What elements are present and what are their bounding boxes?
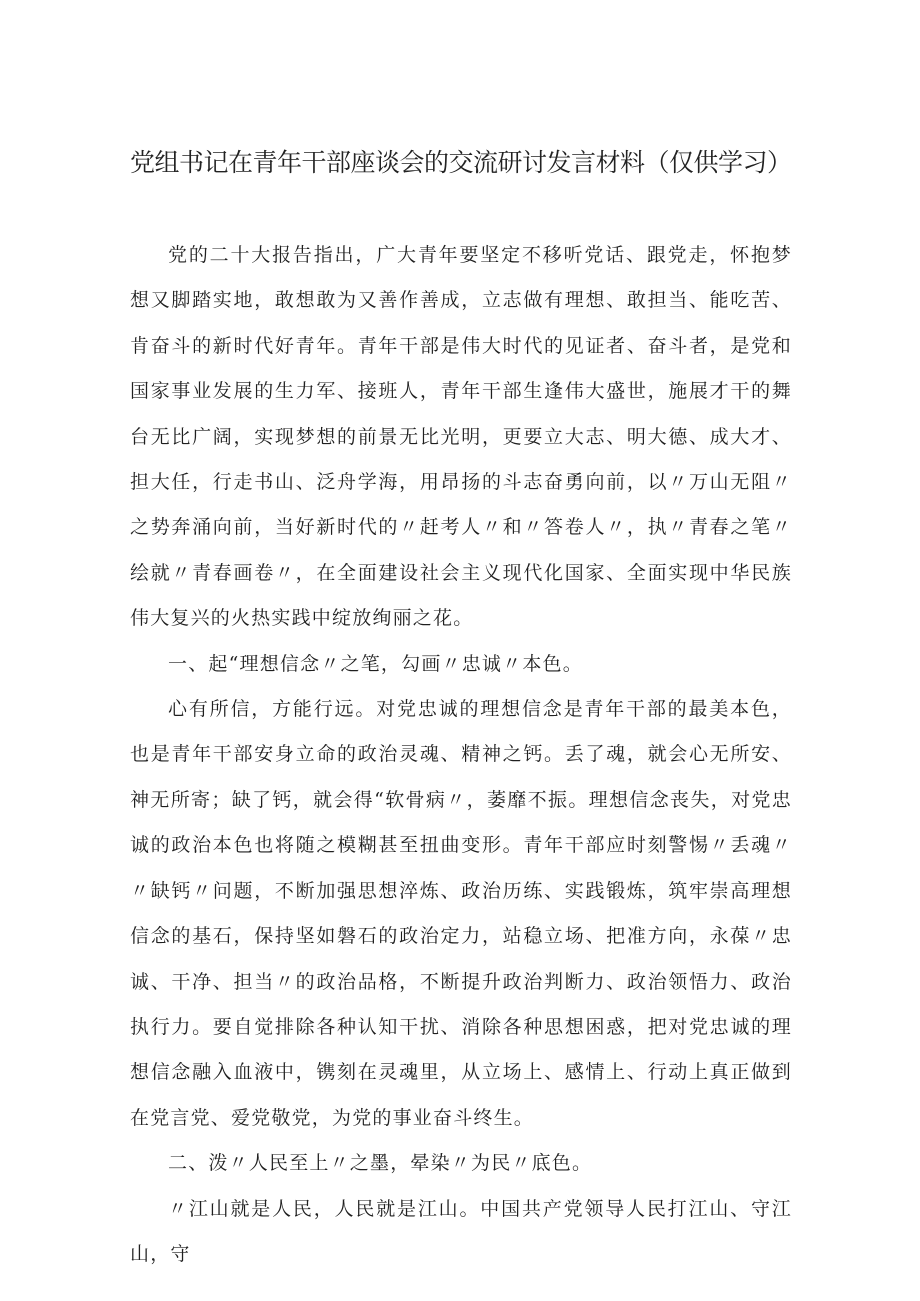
section-2-paragraph: 〃江山就是人民，人民就是江山。中国共产党领导人民打江山、守江山，守 [130, 1197, 792, 1265]
intro-paragraph: 党的二十大报告指出，广大青年要坚定不移听党话、跟党走，怀抱梦想又脚踏实地，敢想敢为又善作善成，立志做有理想、敢担当、能吃苦、肯奋斗的新时代好青年。青年干部是伟大时代的见证者、奋斗者，是党和国家事业发展的生力军、接班人，青年干部生逢伟大盛世，施展才干的舞台无比广阔，实现梦想的前景无比光明，更要立大志、明大德、成大才、担大任，行走书山、泛舟学海，用昂扬的斗志奋勇向前，以〃万山无阻〃之势奔涌向前，当好新时代的〃赶考人〃和〃答卷人〃，执〃青春之笔〃绘就〃青春画卷〃，在全面建设社会主义现代化国家、全面实现中华民族伟大复兴的火热实践中绽放绚丽之花。 [130, 244, 792, 630]
section-heading-2: 二、泼〃人民至上〃之墨，晕染〃为民〃底色。 [168, 1152, 593, 1175]
section-heading-1: 一、起“理想信念〃之笔，勾画〃忠诚〃本色。 [168, 652, 583, 675]
document-body [130, 233, 792, 1277]
document-title: 党组书记在青年干部座谈会的交流研讨发言材料（仅供学习） [130, 148, 792, 177]
section-1-paragraph: 心有所信，方能行远。对党忠诚的理想信念是青年干部的最美本色，也是青年干部安身立命的政治灵魂、精神之钙。丢了魂，就会心无所安、神无所寄；缺了钙，就会得“软骨病〃，萎靡不振。理想信念丧失，对党忠诚的政治本色也将随之模糊甚至扭曲变形。青年干部应时刻警惕〃丢魂〃〃缺钙〃问题，不断加强思想淬炼、政治历练、实践锻炼，筑牢崇高理想信念的基石，保持坚如磐石的政治定力，站稳立场、把准方向，永葆〃忠诚、干净、担当〃的政治品格，不断提升政治判断力、政治领悟力、政治执行力。要自觉排除各种认知干扰、消除各种思想困惑，把对党忠诚的理想信念融入血液中，镌刻在灵魂里，从立场上、感情上、行动上真正做到在党言党、爱党敬党，为党的事业奋斗终生。 [130, 698, 792, 1129]
